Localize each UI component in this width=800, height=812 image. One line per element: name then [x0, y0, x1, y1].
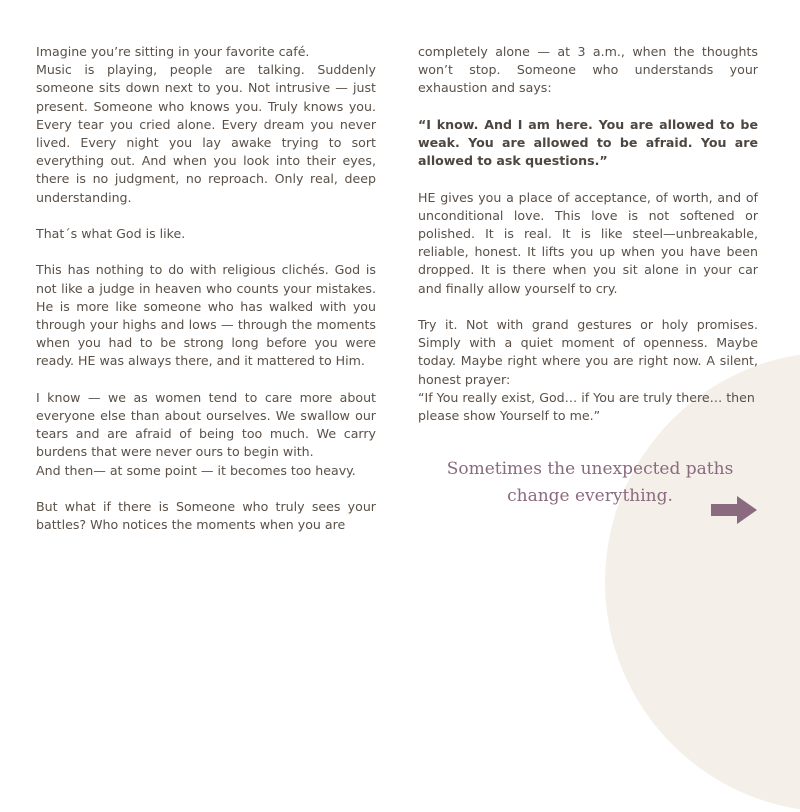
- paragraph-line: Imagine you’re sitting in your favorite café.: [36, 44, 310, 59]
- tagline-line: change everything.: [507, 486, 673, 506]
- paragraph-line: Music is playing, people are talking. Suddenly someone sits down next to you. Not intrusive — just present. Someone who knows you. Truly knows you. Every tear you cried alone. Every dream you never lived. Every night you lay awake trying to sort everything out. And when you look into their eyes, there is no judgment, no reproach. Only real, deep understanding.: [36, 62, 376, 205]
- paragraph-line: And then— at some point — it becomes too heavy.: [36, 462, 356, 478]
- paragraph-what-if: But what if there is Someone who truly sees your battles? Who notices the moments when you are: [36, 499, 376, 533]
- paragraph-try-it: [418, 316, 758, 425]
- paragraph-women: [36, 389, 376, 480]
- tagline-line: Sometimes the unexpected paths: [446, 459, 734, 479]
- tagline: [420, 456, 760, 510]
- paragraph-cafe: [36, 43, 376, 207]
- paragraph-line: Try it. Not with grand gestures or holy promises. Simply with a quiet moment of openness. Maybe today. Maybe right where you are right now. A silent, honest prayer:: [418, 317, 758, 387]
- paragraph-acceptance: HE gives you a place of acceptance, of worth, and of unconditional love. This love is not softened or polished. It is real. It is like steel—unbreakable, reliable, honest. It lifts you up when you have been dropped. It is there when you sit alone in your car and finally allow yourself to cry.: [418, 189, 758, 296]
- paragraph-line: I know — we as women tend to care more about everyone else than about ourselves. We swallow our tears and are afraid of being too much. We carry burdens that were never ours to begin with.: [36, 389, 376, 460]
- right-column: [418, 43, 758, 443]
- arrow-right-icon[interactable]: [711, 496, 757, 524]
- prayer-line: “If You really exist, God… if You are truly there… then please show Yourself to me.”: [418, 389, 755, 424]
- left-column: [36, 43, 376, 553]
- paragraph-cliches: This has nothing to do with religious clichés. God is not like a judge in heaven who counts your mistakes. He is more like someone who has walked with you through your highs and lows — through the moments when you had to be strong long before you were ready. HE was always there, and it mattered to Him.: [36, 262, 376, 369]
- quote-bold: “I know. And I am here. You are allowed to be weak. You are allowed to be afraid. You are allowed to ask questions.”: [418, 116, 758, 169]
- paragraph-alone: completely alone — at 3 a.m., when the thoughts won’t stop. Someone who understands your exhaustion and says:: [418, 44, 758, 96]
- paragraph-god-is-like: That´s what God is like.: [36, 226, 186, 242]
